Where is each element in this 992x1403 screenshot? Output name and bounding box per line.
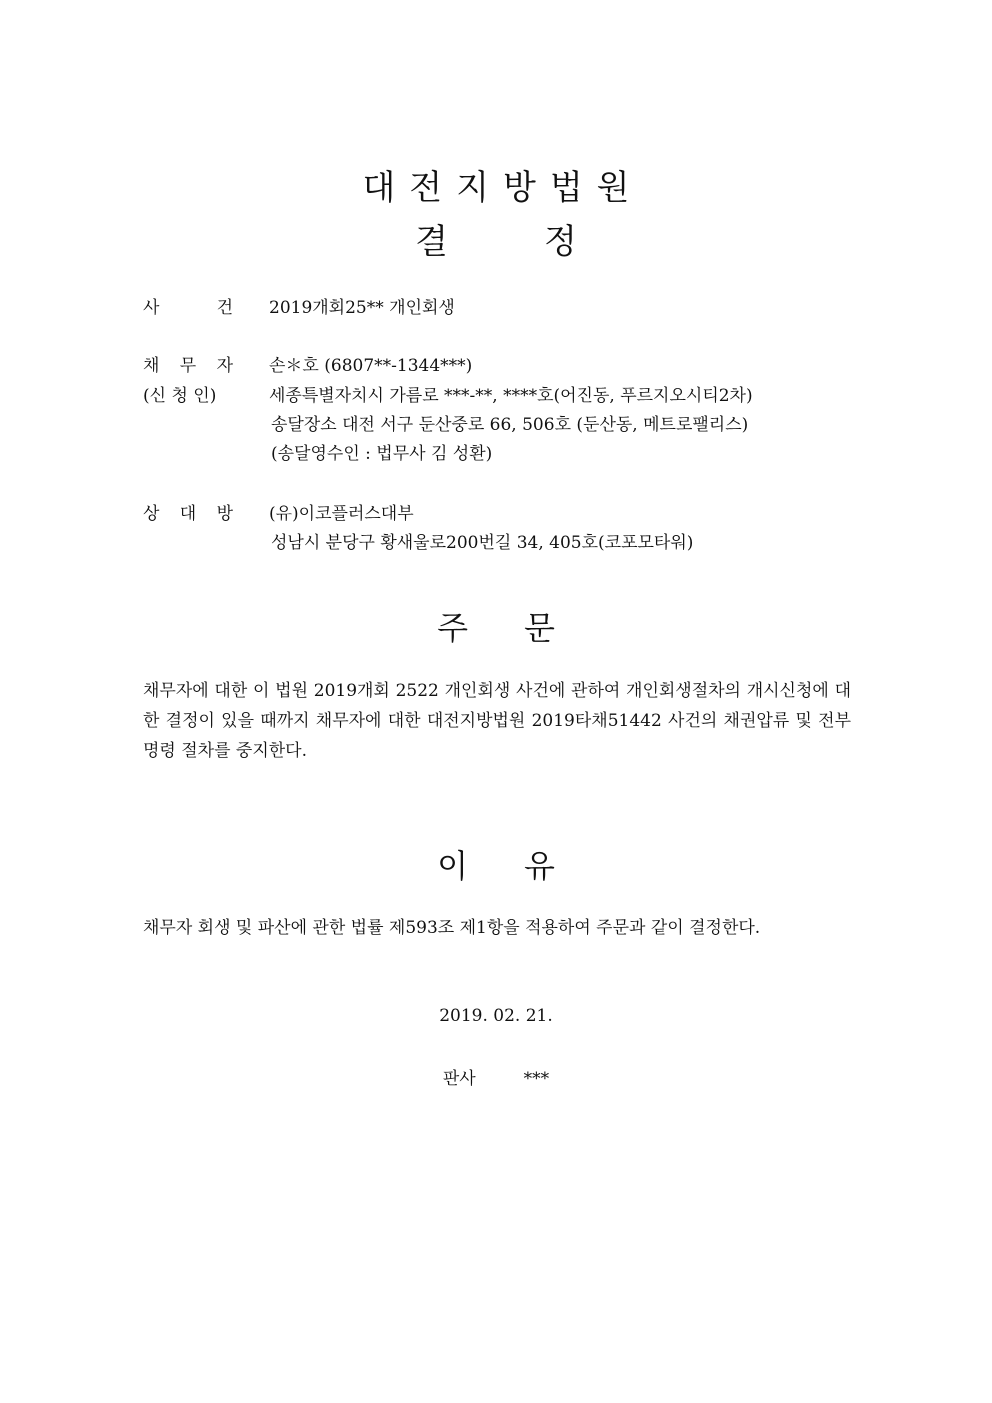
court-name: 대전지방법원 — [362, 168, 644, 208]
debtor-address: 세종특별자치시 가름로 ***-**, ****호(어진동, 푸르지오시티2차) — [269, 386, 753, 406]
delivery-address: 송달장소 대전 서구 둔산중로 66, 506호 (둔산동, 메트로팰리스) — [271, 415, 749, 435]
reason-title: 이 유 — [437, 847, 555, 885]
case-row — [143, 297, 455, 319]
reason-text: 채무자 회생 및 파산에 관한 법률 제593조 제1항을 적용하여 주문과 같이 결정한다. — [143, 918, 761, 938]
order-title: 주 문 — [437, 609, 555, 647]
debtor-name: 손＊호 (6807**-1344***) — [269, 356, 473, 376]
document-type-title — [0, 214, 992, 263]
document-type-char-1: 결 — [415, 222, 448, 262]
counterparty-row — [143, 503, 414, 525]
counterparty-address: 성남시 분당구 황새울로200번길 34, 405호(코포모타워) — [271, 533, 694, 553]
case-number: 2019개회25** 개인회생 — [269, 298, 455, 318]
document-type-char-2: 정 — [544, 222, 577, 262]
applicant-label: (신 청 인) — [143, 386, 217, 406]
judge-line — [0, 1064, 992, 1089]
counterparty-name: (유)이코플러스대부 — [269, 504, 414, 524]
judge-name: *** — [523, 1069, 550, 1089]
delivery-agent: (송달영수인 : 법무사 김 성환) — [271, 444, 493, 464]
judge-label: 판사 — [442, 1069, 476, 1089]
debtor-row — [143, 355, 472, 377]
applicant-row — [143, 385, 753, 407]
order-text: 채무자에 대한 이 법원 2019개회 2522 개인회생 사건에 관하여 개인회생절차의 개시신청에 대한 결정이 있을 때까지 채무자에 대한 대전지방법원 2019타채51442 사건의 채권압류 및 전부명령 절차를 중지한다. — [143, 681, 851, 761]
decision-date: 2019. 02. 21. — [439, 1006, 553, 1026]
counterparty-label: 상 대 방 — [143, 504, 233, 524]
debtor-label: 채 무 자 — [143, 356, 233, 376]
case-label: 사 건 — [143, 298, 233, 318]
